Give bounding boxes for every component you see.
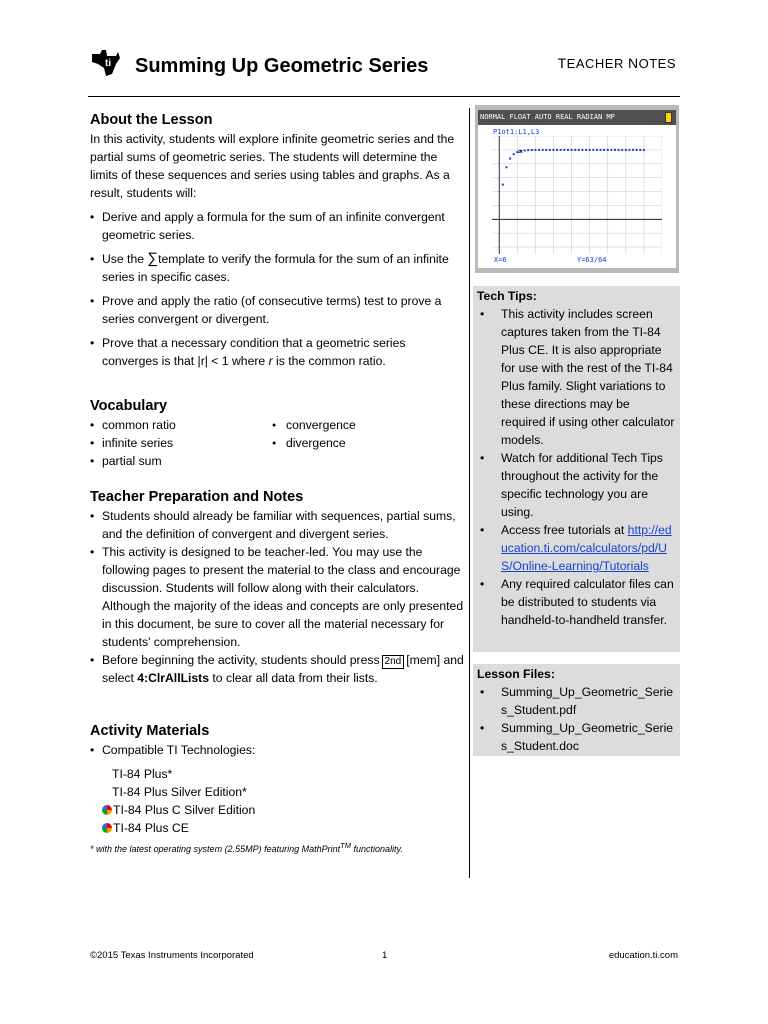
footer-site: education.ti.com bbox=[608, 950, 678, 961]
color-wheel-icon bbox=[102, 823, 112, 833]
vocabulary-list bbox=[90, 416, 465, 470]
tech-tips-heading: Tech Tips: bbox=[477, 289, 537, 303]
vocabulary-heading: Vocabulary bbox=[90, 398, 168, 414]
footer-page-number: 1 bbox=[382, 950, 388, 961]
calculator-graph bbox=[492, 136, 662, 254]
tech-item: TI-84 Plus Silver Edition* bbox=[112, 785, 247, 799]
tech-item: TI-84 Plus CE bbox=[90, 819, 465, 837]
data-point bbox=[552, 149, 554, 151]
teacher-notes-label: TEACHER NOTES bbox=[557, 55, 676, 71]
lesson-file-item: • Summing_Up_Geometric_Series_Student.doc bbox=[477, 719, 676, 755]
data-point bbox=[589, 149, 591, 151]
data-point bbox=[603, 149, 605, 151]
ti-logo bbox=[90, 46, 122, 78]
sigma-symbol: ∑ bbox=[147, 250, 159, 267]
tech-item: TI-84 Plus C Silver Edition bbox=[90, 801, 465, 819]
battery-icon bbox=[665, 112, 672, 123]
color-wheel-icon bbox=[102, 805, 112, 815]
data-point bbox=[578, 149, 580, 151]
data-point bbox=[636, 149, 638, 151]
column-divider bbox=[469, 108, 470, 878]
data-point bbox=[542, 149, 544, 151]
prep-item: • Before beginning the activity, students should press 2nd [mem] and select 4:ClrAllLists to clear all data from their lists. bbox=[90, 651, 465, 687]
data-point bbox=[513, 153, 515, 155]
svg-text:ti: ti bbox=[105, 58, 112, 69]
data-point bbox=[560, 149, 562, 151]
data-point bbox=[628, 149, 630, 151]
objectives-list bbox=[90, 208, 465, 370]
data-point bbox=[567, 149, 569, 151]
objective-item: • Prove that a necessary condition that a geometric series converges is that |r| < 1 where r is the common ratio. bbox=[90, 334, 465, 370]
header-rule bbox=[88, 96, 680, 97]
about-intro: In this activity, students will explore infinite geometric series and the partial sums of geometric series. The students will determine the limits of these sequences and series using tables and graphs. As a result, students will: bbox=[90, 132, 455, 200]
tech-tip-item: • Any required calculator files can be distributed to students via handheld-to-handheld transfer. bbox=[477, 575, 676, 629]
page-title: Summing Up Geometric Series bbox=[135, 55, 429, 77]
inequality-math: |r| < 1 bbox=[197, 354, 229, 368]
data-point bbox=[574, 149, 576, 151]
about-heading: About the Lesson bbox=[90, 112, 213, 128]
data-point bbox=[549, 149, 551, 151]
data-point bbox=[614, 149, 616, 151]
x-readout: X=6 bbox=[494, 256, 507, 264]
footer-copyright: ©2015 Texas Instruments Incorporated bbox=[90, 950, 254, 961]
data-point bbox=[585, 149, 587, 151]
footnote: * with the latest operating system (2.55MP) featuring MathPrint™ functionality. bbox=[90, 841, 403, 854]
data-point bbox=[571, 149, 573, 151]
prep-item: • This activity is designed to be teacher-led. You may use the following pages to present the material to the class and encourage discussion. Students will follow along with their calculators. Although the majority of the ideas and concepts are only presented in this document, be sure to cover all the material necessary for students' comprehension. bbox=[90, 543, 465, 651]
vocab-item: • common ratio bbox=[90, 416, 270, 434]
data-point bbox=[592, 149, 594, 151]
lesson-files-heading: Lesson Files: bbox=[477, 667, 555, 681]
plot-label: P1ot1:L1,L3 bbox=[493, 128, 540, 136]
materials-heading: Activity Materials bbox=[90, 723, 210, 739]
data-point bbox=[531, 149, 533, 151]
data-point bbox=[527, 149, 529, 151]
calculator-status-bar: NORMAL FLOAT AUTO REAL RADIAN MP bbox=[478, 110, 676, 125]
data-point bbox=[545, 149, 547, 151]
prep-heading: Teacher Preparation and Notes bbox=[90, 489, 304, 505]
y-readout: Y=63/64 bbox=[577, 256, 607, 264]
main-column bbox=[90, 110, 465, 858]
data-point bbox=[618, 149, 620, 151]
materials-item: • Compatible TI Technologies: bbox=[90, 741, 465, 759]
data-point bbox=[610, 149, 612, 151]
objective-item: • Use the ∑template to verify the formula for the sum of an infinite series in specific cases. bbox=[90, 250, 465, 286]
tech-item: TI-84 Plus* bbox=[112, 767, 173, 781]
data-point bbox=[621, 149, 623, 151]
tech-tip-item: • This activity includes screen captures taken from the TI-84 Plus CE. It is also appropriate for use with the rest of the TI-84 Plus family. Slight variations to these directions may be required if using other calculator models. bbox=[477, 305, 676, 449]
data-point bbox=[625, 149, 627, 151]
tutorials-link[interactable]: http://education.ti.com/calculators/pd/US/Online-Learning/Tutorials bbox=[501, 523, 672, 573]
lesson-file-item: • Summing_Up_Geometric_Series_Student.pdf bbox=[477, 683, 676, 719]
data-point bbox=[524, 149, 526, 151]
objective-item: • Prove and apply the ratio (of consecutive terms) test to prove a series convergent or divergent. bbox=[90, 292, 465, 328]
data-point bbox=[505, 166, 507, 168]
vocab-item: ● convergence bbox=[270, 416, 450, 434]
objective-item: • Derive and apply a formula for the sum of an infinite convergent geometric series. bbox=[90, 208, 465, 244]
data-point bbox=[534, 149, 536, 151]
tech-tips-box bbox=[473, 286, 680, 652]
materials-list bbox=[90, 741, 465, 759]
data-point bbox=[639, 149, 641, 151]
data-point bbox=[563, 149, 565, 151]
data-point bbox=[502, 184, 504, 186]
data-point bbox=[632, 149, 634, 151]
vocab-item: ● divergence bbox=[270, 434, 450, 452]
data-point bbox=[509, 158, 511, 160]
data-point bbox=[556, 149, 558, 151]
data-point bbox=[538, 149, 540, 151]
prep-item: • Students should already be familiar with sequences, partial sums, and the definition of convergent and divergent series. bbox=[90, 507, 465, 543]
tech-tip-item: • Access free tutorials at http://education.ti.com/calculators/pd/US/Online-Learning/Tutorials bbox=[477, 521, 676, 575]
trace-cursor: ⌗ bbox=[517, 146, 523, 156]
lesson-files-box bbox=[473, 664, 680, 756]
data-point bbox=[596, 149, 598, 151]
vocab-item: • infinite series bbox=[90, 434, 270, 452]
vocab-item: • partial sum bbox=[90, 452, 270, 470]
prep-list bbox=[90, 507, 465, 687]
data-point bbox=[581, 149, 583, 151]
calculator-screenshot bbox=[475, 105, 679, 273]
data-point bbox=[607, 149, 609, 151]
data-point bbox=[643, 149, 645, 151]
tech-tip-item: • Watch for additional Tech Tips throughout the activity for the specific technology you are using. bbox=[477, 449, 676, 521]
2nd-key-icon: 2nd bbox=[382, 655, 405, 669]
data-point bbox=[600, 149, 602, 151]
